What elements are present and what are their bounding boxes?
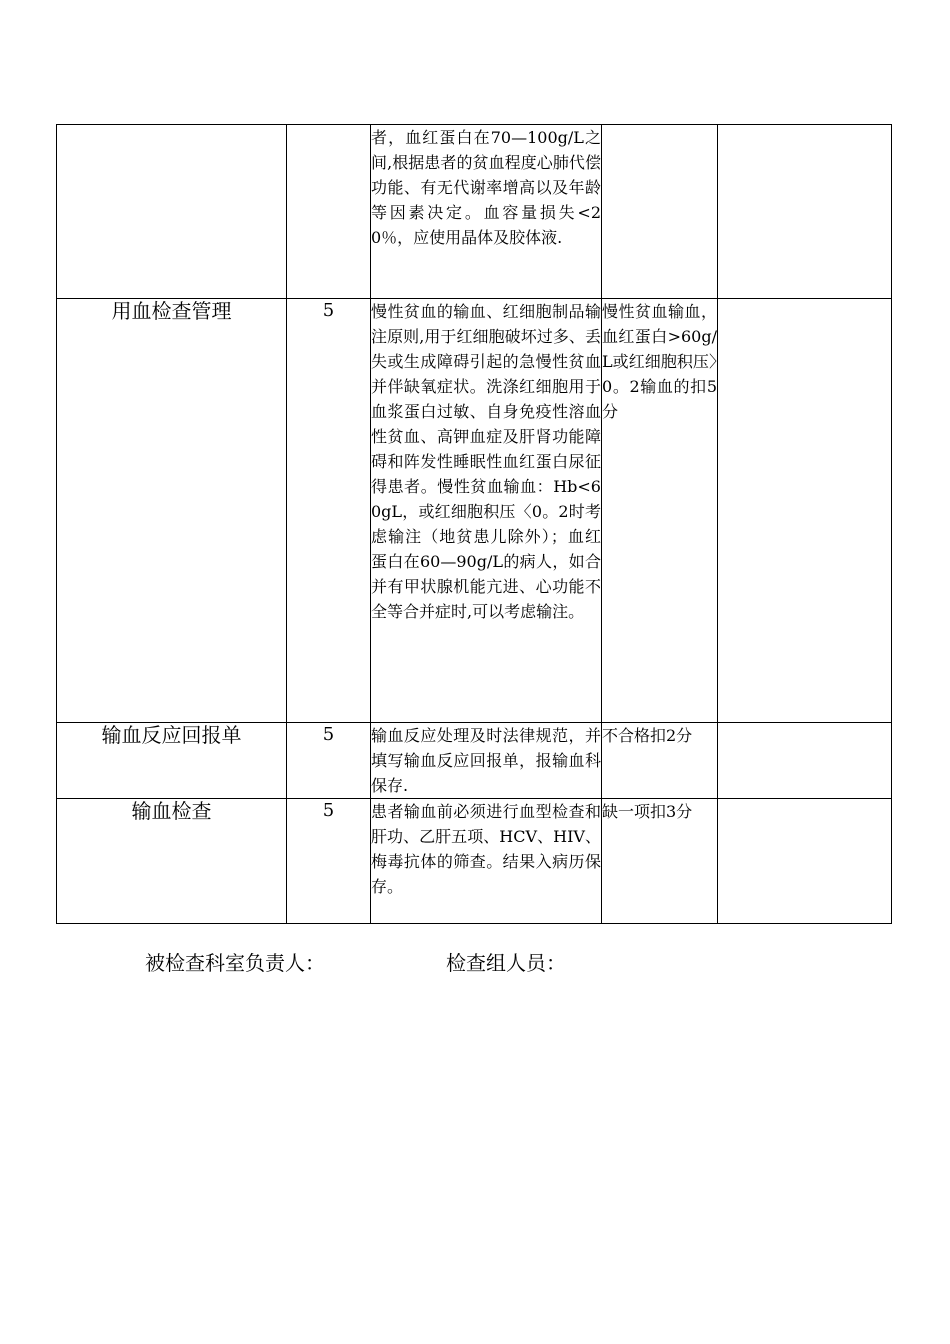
score-cell: 5 — [287, 299, 371, 723]
remark-cell — [718, 299, 892, 723]
dept-head-signature-label: 被检查科室负责人： — [145, 951, 325, 975]
content-cell: 者，血红蛋白在70—100g/L之间,根据患者的贫血程度心肺代偿功能、有无代谢率增高以及年龄等因素决定。血容量损失<20％，应使用晶体及胶体液. — [371, 125, 602, 299]
inspection-team-signature-label: 检查组人员： — [446, 951, 566, 975]
item-cell: 输血检查 — [57, 799, 287, 924]
table-row — [57, 299, 892, 723]
content-cell: 慢性贫血的输血、红细胞制品输注原则,用于红细胞破坏过多、丢失或生成障碍引起的急慢性贫血并伴缺氧症状。洗涤红细胞用于血浆蛋白过敏、自身免疫性溶血性贫血、高钾血症及肝肾功能障碍和阵发性睡眠性血红蛋白尿征得患者。慢性贫血输血：Hb<60gL，或红细胞积压〈0。2时考虑输注（地贫患儿除外）；血红蛋白在60—90g/L的病人，如合并有甲状腺机能亢进、心功能不全等合并症时,可以考虑输注。 — [371, 299, 602, 723]
remark-cell — [718, 799, 892, 924]
deduction-cell: 缺一项扣3分 — [602, 799, 718, 924]
deduction-cell: 不合格扣2分 — [602, 723, 718, 799]
score-cell: 5 — [287, 799, 371, 924]
deduction-cell — [602, 125, 718, 299]
remark-cell — [718, 723, 892, 799]
inspection-table — [56, 124, 892, 924]
item-cell: 用血检查管理 — [57, 299, 287, 723]
item-cell — [57, 125, 287, 299]
table-row — [57, 723, 892, 799]
score-cell — [287, 125, 371, 299]
score-cell: 5 — [287, 723, 371, 799]
item-cell: 输血反应回报单 — [57, 723, 287, 799]
content-cell: 患者输血前必须进行血型检查和肝功、乙肝五项、HCV、HIV、梅毒抗体的筛查。结果入病历保存。 — [371, 799, 602, 924]
table-row — [57, 125, 892, 299]
remark-cell — [718, 125, 892, 299]
table-row — [57, 799, 892, 924]
deduction-cell: 慢性贫血输血，血红蛋白>60g/L或红细胞积压〉0。2输血的扣5分 — [602, 299, 718, 723]
content-cell: 输血反应处理及时法律规范，并填写输血反应回报单，报输血科保存. — [371, 723, 602, 799]
